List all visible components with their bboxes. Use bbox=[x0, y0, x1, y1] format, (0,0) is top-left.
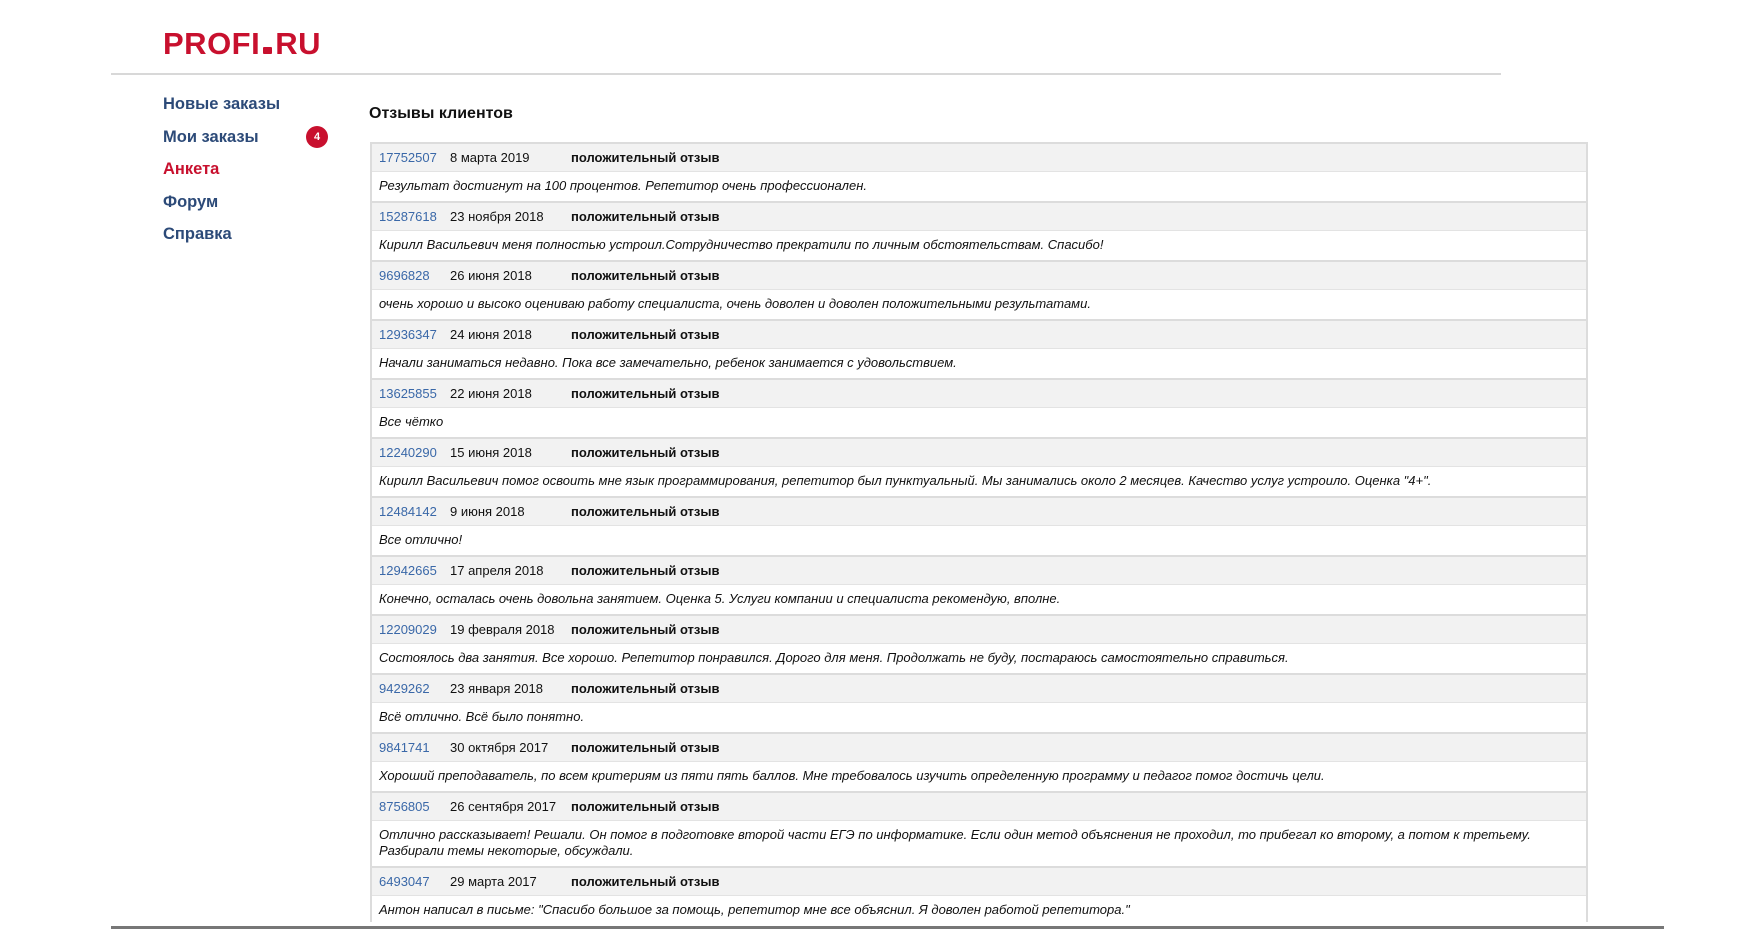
review-date: 19 февраля 2018 bbox=[450, 622, 555, 637]
bottom-divider bbox=[111, 926, 1664, 929]
review-order-link[interactable]: 9696828 bbox=[379, 268, 430, 283]
review-type: положительный отзыв bbox=[571, 622, 720, 637]
review-date: 23 ноября 2018 bbox=[450, 209, 544, 224]
review-type: положительный отзыв bbox=[571, 150, 720, 165]
review-text: Все чётко bbox=[372, 408, 1586, 437]
review-order-link[interactable]: 13625855 bbox=[379, 386, 437, 401]
sidebar-item-label: Новые заказы bbox=[163, 95, 281, 113]
review-type: положительный отзыв bbox=[571, 268, 720, 283]
review-header bbox=[372, 734, 1586, 762]
review-date: 23 января 2018 bbox=[450, 681, 543, 696]
review-item bbox=[372, 203, 1586, 262]
review-header bbox=[372, 498, 1586, 526]
review-order-link[interactable]: 6493047 bbox=[379, 874, 430, 889]
review-type: положительный отзыв bbox=[571, 799, 720, 814]
review-text: очень хорошо и высоко оцениваю работу специалиста, очень доволен и доволен положительными результатами. bbox=[372, 290, 1586, 319]
review-text: Состоялось два занятия. Все хорошо. Репетитор понравился. Дорого для меня. Продолжать не буду, постараюсь самостоятельно справиться. bbox=[372, 644, 1586, 673]
review-text: Конечно, осталась очень довольна занятием. Оценка 5. Услуги компании и специалиста рекомендую, вполне. bbox=[372, 585, 1586, 614]
logo[interactable] bbox=[163, 26, 321, 62]
review-item bbox=[372, 321, 1586, 380]
review-type: положительный отзыв bbox=[571, 209, 720, 224]
sidebar-item-new-orders[interactable] bbox=[163, 94, 333, 127]
review-item bbox=[372, 734, 1586, 793]
review-type: положительный отзыв bbox=[571, 386, 720, 401]
logo-text-left: PROFI bbox=[163, 26, 261, 61]
review-header bbox=[372, 262, 1586, 290]
review-date: 30 октября 2017 bbox=[450, 740, 549, 755]
review-item bbox=[372, 793, 1586, 868]
review-date: 9 июня 2018 bbox=[450, 504, 525, 519]
review-order-link[interactable]: 12240290 bbox=[379, 445, 437, 460]
review-text: Все отлично! bbox=[372, 526, 1586, 555]
sidebar-item-label: Мои заказы bbox=[163, 127, 259, 146]
review-text: Антон написал в письме: "Спасибо большое за помощь, репетитор мне все объяснил. Я доволен работой репетитора." bbox=[372, 896, 1586, 922]
review-item bbox=[372, 144, 1586, 203]
sidebar-item-my-orders[interactable] bbox=[163, 127, 333, 160]
review-order-link[interactable]: 9429262 bbox=[379, 681, 430, 696]
review-item bbox=[372, 557, 1586, 616]
review-text: Результат достигнут на 100 процентов. Репетитор очень профессионален. bbox=[372, 172, 1586, 201]
review-date: 26 июня 2018 bbox=[450, 268, 532, 283]
review-date: 26 сентября 2017 bbox=[450, 799, 557, 814]
review-item bbox=[372, 439, 1586, 498]
review-item bbox=[372, 262, 1586, 321]
sidebar bbox=[163, 94, 333, 257]
review-header bbox=[372, 868, 1586, 896]
review-text: Кирилл Васильевич меня полностью устроил.Сотрудничество прекратили по личным обстоятельствам. Спасибо! bbox=[372, 231, 1586, 260]
review-date: 24 июня 2018 bbox=[450, 327, 532, 342]
review-header bbox=[372, 675, 1586, 703]
review-order-link[interactable]: 9841741 bbox=[379, 740, 430, 755]
review-item bbox=[372, 616, 1586, 675]
review-text: Отлично рассказывает! Решали. Он помог в подготовке второй части ЕГЭ по информатике. Если один метод объяснения не проходил, то прибегал ко второму, а потом к третьему. Разбирали темы некоторые, обсуждали. bbox=[372, 821, 1586, 866]
review-type: положительный отзыв bbox=[571, 563, 720, 578]
logo-dot-icon bbox=[263, 47, 272, 54]
sidebar-item-help[interactable] bbox=[163, 224, 333, 257]
review-order-link[interactable]: 12936347 bbox=[379, 327, 437, 342]
sidebar-item-label: Справка bbox=[163, 225, 232, 243]
sidebar-item-forum[interactable] bbox=[163, 192, 333, 225]
review-type: положительный отзыв bbox=[571, 874, 720, 889]
review-item bbox=[372, 675, 1586, 734]
orders-count-badge: 4 bbox=[306, 126, 328, 148]
review-header bbox=[372, 321, 1586, 349]
review-type: положительный отзыв bbox=[571, 681, 720, 696]
review-text: Кирилл Васильевич помог освоить мне язык программирования, репетитор был пунктуальный. Мы занимались около 2 месяцев. Качество услуг устроило. Оценка "4+". bbox=[372, 467, 1586, 496]
review-order-link[interactable]: 12209029 bbox=[379, 622, 437, 637]
review-order-link[interactable]: 15287618 bbox=[379, 209, 437, 224]
review-item bbox=[372, 380, 1586, 439]
review-text: Начали заниматься недавно. Пока все замечательно, ребенок занимается с удовольствием. bbox=[372, 349, 1586, 378]
review-header bbox=[372, 144, 1586, 172]
review-type: положительный отзыв bbox=[571, 327, 720, 342]
review-type: положительный отзыв bbox=[571, 445, 720, 460]
review-date: 17 апреля 2018 bbox=[450, 563, 544, 578]
review-header bbox=[372, 793, 1586, 821]
review-text: Хороший преподаватель, по всем критериям из пяти пять баллов. Мне требовалось изучить определенную программу и педагог помог достичь цели. bbox=[372, 762, 1586, 791]
review-order-link[interactable]: 12484142 bbox=[379, 504, 437, 519]
review-text: Всё отлично. Всё было понятно. bbox=[372, 703, 1586, 732]
review-date: 22 июня 2018 bbox=[450, 386, 532, 401]
sidebar-item-profile[interactable] bbox=[163, 159, 333, 192]
review-header bbox=[372, 203, 1586, 231]
review-order-link[interactable]: 12942665 bbox=[379, 563, 437, 578]
review-type: положительный отзыв bbox=[571, 740, 720, 755]
header-divider bbox=[111, 73, 1501, 75]
page-title: Отзывы клиентов bbox=[369, 105, 513, 122]
sidebar-item-label: Форум bbox=[163, 192, 219, 211]
review-header bbox=[372, 380, 1586, 408]
reviews-list bbox=[370, 142, 1588, 922]
review-header bbox=[372, 616, 1586, 644]
review-item bbox=[372, 498, 1586, 557]
review-date: 29 марта 2017 bbox=[450, 874, 537, 889]
review-type: положительный отзыв bbox=[571, 504, 720, 519]
review-item bbox=[372, 868, 1586, 922]
sidebar-item-label: Анкета bbox=[163, 160, 220, 178]
review-date: 15 июня 2018 bbox=[450, 445, 532, 460]
review-order-link[interactable]: 17752507 bbox=[379, 150, 437, 165]
review-header bbox=[372, 439, 1586, 467]
logo-text-right: RU bbox=[275, 26, 322, 61]
review-order-link[interactable]: 8756805 bbox=[379, 799, 430, 814]
review-header bbox=[372, 557, 1586, 585]
review-date: 8 марта 2019 bbox=[450, 150, 530, 165]
